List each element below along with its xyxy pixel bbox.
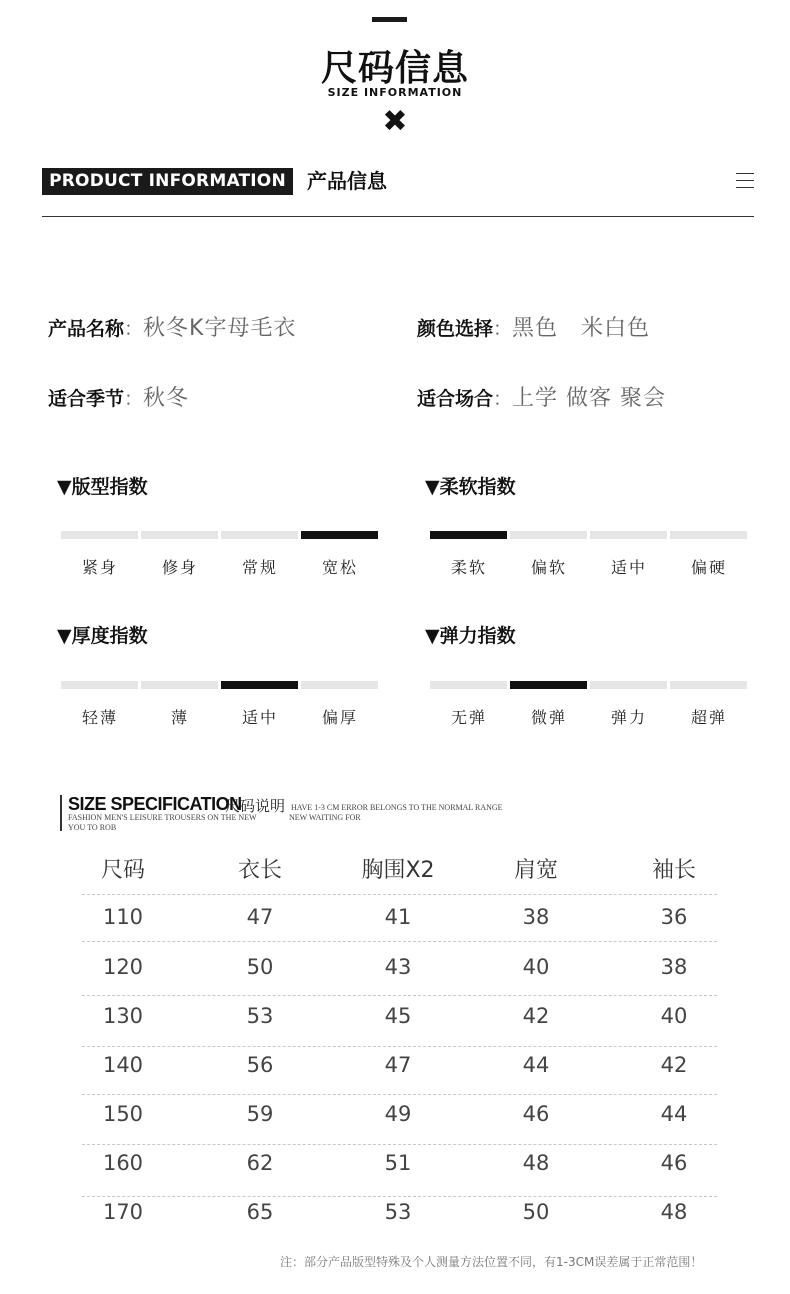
hamburger-icon — [736, 173, 754, 188]
product-name-value: 秋冬K字母毛衣 — [143, 316, 297, 341]
table-cell: 59 — [246, 1102, 274, 1126]
softness-scale-segment — [430, 531, 507, 539]
table-cell: 160 — [102, 1151, 144, 1175]
table-cell: 45 — [384, 1004, 412, 1028]
thickness-scale-label: 薄 — [170, 708, 189, 727]
fit-scale-segment — [61, 531, 138, 539]
softness-scale-segment — [590, 531, 667, 539]
table-header-cell: 袖长 — [651, 858, 696, 883]
spec-left-bar — [60, 795, 62, 831]
table-cell: 150 — [102, 1102, 144, 1126]
table-cell: 41 — [384, 905, 412, 929]
spec-note-left-1: FASHION MEN'S LEISURE TROUSERS ON THE NEW — [68, 813, 257, 822]
table-cell: 56 — [246, 1053, 274, 1077]
thickness-scale-label: 适中 — [241, 708, 278, 727]
table-cell: 46 — [522, 1102, 550, 1126]
table-cell: 48 — [660, 1200, 688, 1224]
softness-scale-label: 偏硬 — [690, 558, 727, 577]
thickness-scale-label: 偏厚 — [321, 708, 358, 727]
table-cell: 51 — [384, 1151, 412, 1175]
table-row-divider — [82, 1094, 717, 1095]
softness-scale-label: 偏软 — [530, 558, 567, 577]
product-name-row — [48, 311, 296, 342]
section-divider — [42, 216, 754, 217]
table-cell: 40 — [660, 1004, 688, 1028]
elasticity-scale-label: 超弹 — [690, 708, 727, 727]
table-cell: 120 — [102, 955, 144, 979]
occasion-value: 上学 做客 聚会 — [512, 386, 667, 411]
thickness-scale-label: 轻薄 — [81, 708, 118, 727]
spec-note-right-2: NEW WAITING FOR — [289, 813, 361, 822]
fit-scale-segment — [141, 531, 218, 539]
table-cell: 46 — [660, 1151, 688, 1175]
table-cell: 44 — [522, 1053, 550, 1077]
season-value: 秋冬 — [143, 386, 190, 411]
colon: ： — [493, 318, 513, 340]
table-cell: 36 — [660, 905, 688, 929]
colon: ： — [124, 388, 144, 410]
elasticity-scale-label: 无弹 — [450, 708, 487, 727]
table-cell: 49 — [384, 1102, 412, 1126]
fit-scale-label: 修身 — [161, 558, 198, 577]
elasticity-scale-segment — [510, 681, 587, 689]
elasticity-scale-label: 弹力 — [610, 708, 647, 727]
table-cell: 50 — [246, 955, 274, 979]
elasticity-scale-segment — [430, 681, 507, 689]
season-row — [48, 381, 189, 412]
thickness-index-title: ▼厚度指数 — [57, 625, 148, 647]
page-subtitle: SIZE INFORMATION — [327, 86, 463, 99]
fit-scale-label: 常规 — [241, 558, 278, 577]
softness-scale-segment — [670, 531, 747, 539]
softness-scale-label: 适中 — [610, 558, 647, 577]
color-label: 颜色选择 — [417, 318, 494, 340]
softness-index-title: ▼柔软指数 — [425, 476, 516, 498]
product-name-label: 产品名称 — [48, 318, 125, 340]
thickness-scale-segment — [301, 681, 378, 689]
table-row-divider — [82, 995, 717, 996]
elasticity-scale-segment — [670, 681, 747, 689]
table-row-divider — [82, 894, 717, 895]
occasion-label: 适合场合 — [417, 388, 494, 410]
table-cell: 62 — [246, 1151, 274, 1175]
table-cell: 42 — [522, 1004, 550, 1028]
table-cell: 42 — [660, 1053, 688, 1077]
occasion-row — [417, 381, 666, 412]
fit-scale-label: 宽松 — [321, 558, 358, 577]
page-title: 尺码信息 — [320, 48, 469, 89]
table-header-cell: 胸围X2 — [361, 858, 435, 883]
colon: ： — [493, 388, 513, 410]
table-cell: 44 — [660, 1102, 688, 1126]
table-header-cell: 尺码 — [100, 858, 145, 883]
product-information-label: 产品信息 — [307, 169, 387, 193]
table-row-divider — [82, 1046, 717, 1047]
fit-index-title: ▼版型指数 — [57, 476, 148, 498]
table-cell: 47 — [384, 1053, 412, 1077]
table-cell: 65 — [246, 1200, 274, 1224]
table-cell: 47 — [246, 905, 274, 929]
table-cell: 53 — [246, 1004, 274, 1028]
table-cell: 140 — [102, 1053, 144, 1077]
thickness-scale-segment — [61, 681, 138, 689]
season-label: 适合季节 — [48, 388, 125, 410]
thickness-scale-segment — [141, 681, 218, 689]
size-spec-title-cn: 尺码说明 — [225, 797, 286, 815]
elasticity-index-title: ▼弹力指数 — [425, 625, 516, 647]
spec-note-right-1: HAVE 1-3 CM ERROR BELONGS TO THE NORMAL RANGE — [291, 803, 503, 812]
table-row-divider — [82, 941, 717, 942]
table-header-cell: 肩宽 — [513, 858, 558, 883]
size-spec-title: SIZE SPECIFICATION — [68, 794, 242, 814]
table-cell: 43 — [384, 955, 412, 979]
table-cell: 38 — [660, 955, 688, 979]
color-value: 黑色 米白色 — [512, 316, 651, 341]
fit-scale-segment — [301, 531, 378, 539]
table-cell: 48 — [522, 1151, 550, 1175]
color-row — [417, 311, 650, 342]
table-cell: 40 — [522, 955, 550, 979]
table-cell: 110 — [102, 905, 144, 929]
colon: ： — [124, 318, 144, 340]
footnote: 注：部分产品版型特殊及个人测量方法位置不同，有1-3CM误差属于正常范围！ — [280, 1255, 703, 1269]
fit-scale-segment — [221, 531, 298, 539]
cross-icon: ✖ — [382, 104, 408, 139]
table-cell: 170 — [102, 1200, 144, 1224]
table-header-cell: 衣长 — [237, 858, 282, 883]
table-cell: 38 — [522, 905, 550, 929]
thickness-scale-segment — [221, 681, 298, 689]
table-cell: 53 — [384, 1200, 412, 1224]
product-information-badge: PRODUCT INFORMATION — [42, 168, 293, 195]
softness-scale-label: 柔软 — [450, 558, 487, 577]
fit-scale-label: 紧身 — [81, 558, 118, 577]
elasticity-scale-label: 微弹 — [530, 708, 567, 727]
table-cell: 50 — [522, 1200, 550, 1224]
table-row-divider — [82, 1144, 717, 1145]
elasticity-scale-segment — [590, 681, 667, 689]
top-decor-bar — [372, 17, 407, 22]
spec-note-left-2: YOU TO ROB — [68, 823, 117, 832]
table-row-divider — [82, 1196, 717, 1197]
table-cell: 130 — [102, 1004, 144, 1028]
softness-scale-segment — [510, 531, 587, 539]
